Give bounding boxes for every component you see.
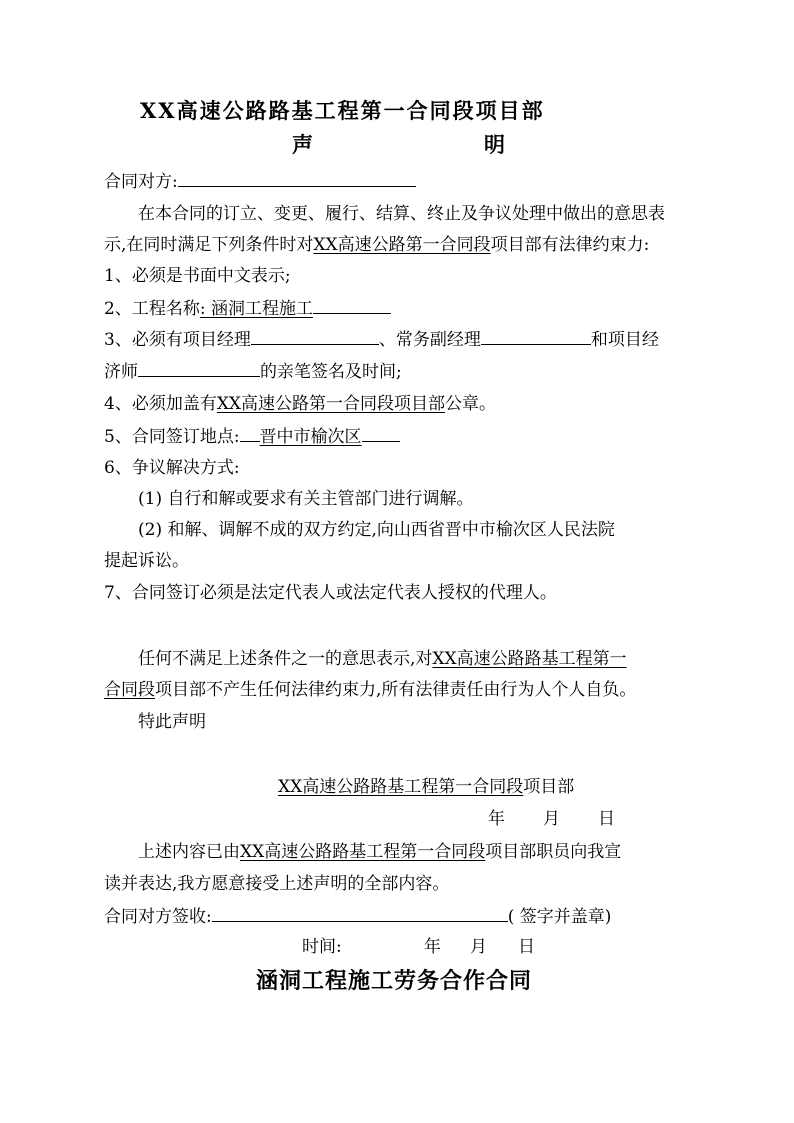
location-value: 晋中市榆次区 (259, 427, 362, 447)
para2-prefix: 任何不满足上述条件之一的意思表示,对 (138, 649, 433, 669)
project-name-blank (313, 297, 391, 314)
ack-org-name: XX高速公路路基工程第一合同段 (240, 842, 486, 862)
location-blank-right (362, 425, 400, 442)
receipt-label: 合同对方签收: (104, 907, 212, 927)
signature-org-name: XX高速公路路基工程第一合同段 (278, 777, 524, 797)
intro-suffix: 项目部有法律约束力: (490, 235, 650, 255)
item-3-line2-suffix: 的亲笔签名及时间; (260, 362, 402, 382)
item-4 (104, 393, 496, 415)
ack-line-2: 读并表达,我方愿意接受上述声明的全部内容。 (104, 874, 450, 894)
counterparty-label: 合同对方: (104, 172, 178, 192)
signature-day: 日 (598, 809, 615, 829)
item-5-label: 5、合同签订地点: (104, 427, 240, 447)
item-3-continued (104, 360, 402, 383)
para2-suffix: 项目部不产生任何法律约束力,所有法律责任由行为人个人自负。 (155, 680, 637, 700)
item-2 (104, 297, 391, 320)
receipt-signature-blank[interactable] (212, 905, 508, 922)
contract-title: 涵洞工程施工劳务合作合同 (256, 968, 533, 994)
receipt-line (104, 905, 611, 928)
project-name-value: : 涵洞工程施工 (199, 299, 313, 319)
item-6-1: (1) 自行和解或要求有关主管部门进行调解。 (138, 489, 474, 509)
ack-suffix: 项目部职员向我宣 (485, 842, 622, 862)
para2-line-2 (104, 679, 636, 701)
item-6-2-continued: 提起诉讼。 (104, 551, 189, 571)
item-7: 7、合同签订必须是法定代表人或法定代表人授权的代理人。 (104, 583, 557, 603)
signature-org-suffix: 项目部 (523, 777, 575, 797)
item-4-prefix: 4、必须加盖有 (104, 394, 217, 414)
receipt-time-label: 时间: (302, 937, 342, 957)
location-blank-left (240, 425, 260, 442)
receipt-year: 年 (424, 937, 441, 957)
intro-party-name: XX高速公路第一合同段 (313, 235, 491, 255)
para2-org-part1: XX高速公路路基工程第一 (432, 649, 627, 669)
item-2-label: 2、工程名称 (104, 299, 200, 319)
item-4-org: XX高速公路第一合同段项目部 (216, 394, 446, 414)
item-6: 6、争议解决方式: (104, 458, 240, 478)
counterparty-blank[interactable] (178, 170, 416, 187)
ack-line-1 (138, 841, 621, 863)
deputy-manager-blank[interactable] (481, 328, 591, 345)
ack-prefix: 上述内容已由 (138, 842, 240, 862)
item-3 (104, 328, 659, 351)
economist-blank[interactable] (138, 360, 260, 377)
signature-org (278, 776, 574, 798)
item-3-line2-prefix: 济师 (104, 362, 138, 382)
receipt-note: ( 签字并盖章) (507, 907, 612, 927)
item-4-suffix: 公章。 (445, 394, 497, 414)
para2-org-part2: 合同段 (104, 680, 155, 700)
receipt-month: 月 (470, 937, 487, 957)
counterparty-line (104, 170, 416, 193)
item-3-suffix: 和项目经 (590, 330, 659, 350)
subtitle-right-char: 明 (484, 132, 505, 157)
item-6-2: (2) 和解、调解不成的双方约定,向山西省晋中市榆次区人民法院 (138, 520, 615, 540)
item-5 (104, 425, 400, 448)
intro-line-2 (104, 234, 649, 256)
item-3-mid: 、常务副经理 (378, 330, 481, 350)
special-declaration: 特此声明 (138, 712, 206, 732)
item-3-prefix: 3、必须有项目经理 (104, 330, 251, 350)
signature-year: 年 (488, 809, 505, 829)
intro-prefix: 示,在同时满足下列条件时对 (104, 235, 314, 255)
intro-line-1: 在本合同的订立、变更、履行、结算、终止及争议处理中做出的意思表 (138, 204, 665, 224)
signature-month: 月 (543, 809, 560, 829)
receipt-day: 日 (518, 937, 535, 957)
subtitle-left-char: 声 (292, 132, 313, 157)
project-manager-blank[interactable] (251, 328, 379, 345)
para2-line-1 (138, 648, 627, 670)
item-1: 1、必须是书面中文表示; (104, 266, 291, 286)
document-title: XX高速公路路基工程第一合同段项目部 (140, 98, 545, 123)
